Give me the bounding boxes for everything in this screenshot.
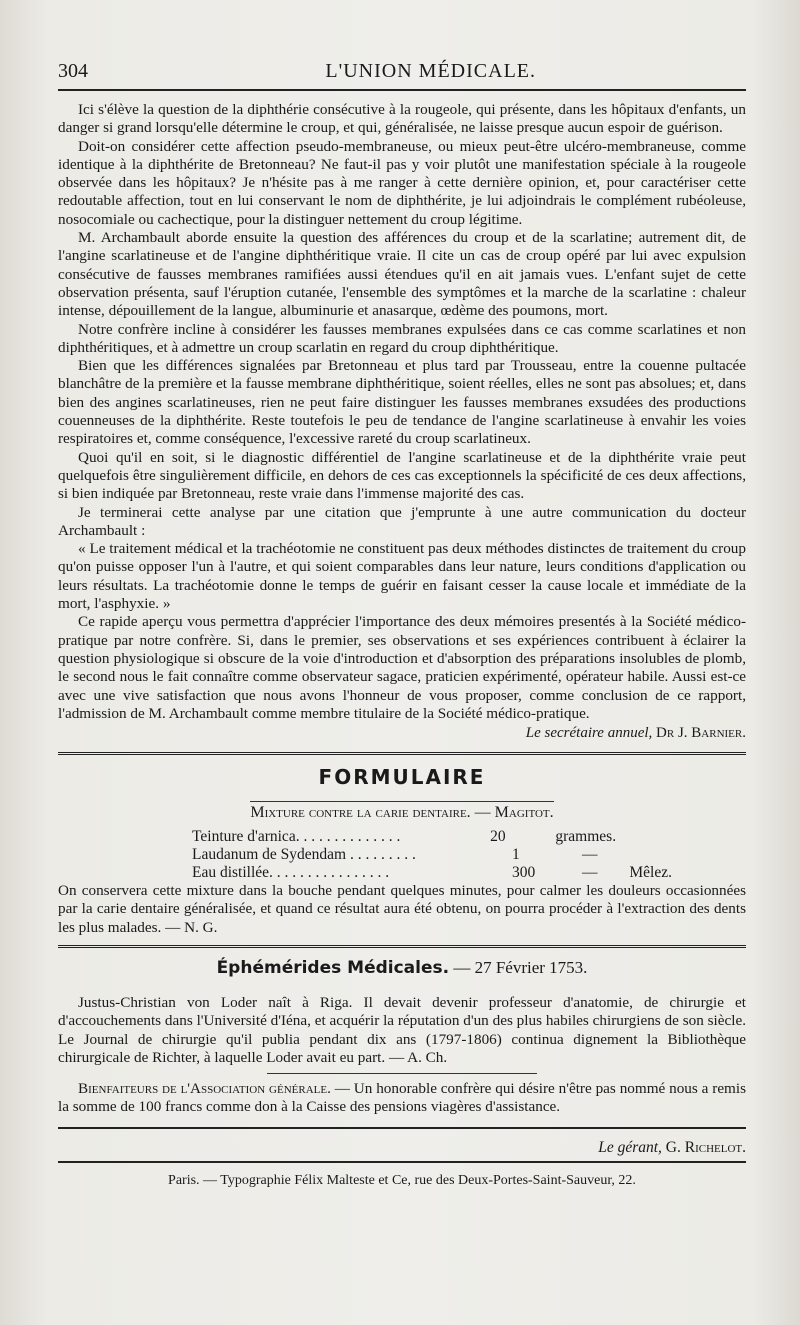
ephemerides-title: Éphémérides Médicales. bbox=[216, 957, 450, 978]
printer-imprint: Paris. — Typographie Félix Malteste et Ce, rue des Deux-Portes-Saint-Sauveur, 22. bbox=[168, 1172, 636, 1188]
signature bbox=[58, 725, 746, 742]
paragraph: Ce rapide aperçu vous permettra d'apprécier l'importance des deux mémoires presentés à la Société médico-pratique par notre confrère. Si, dans le premier, ses observations et ses expériences contribuent à éclairer la question physiologique si obscure de la voie d'introduction et d'absorption des préparations insolubles de plomb, le second nous le fait connaître comme observateur sagace, praticien expérimenté, opérateur habile. Aussi est-ce avec une vive satisfaction que nous avons l'honneur de vous proposer, comme conclusion de ce rapport, l'admission de M. Archambault comme membre titulaire de la Société médico-pratique. bbox=[58, 613, 746, 722]
recipe-title-text: Mixture contre la carie dentaire. — Magitot. bbox=[250, 801, 553, 822]
paragraph: Notre confrère incline à considérer les fausses membranes expulsées dans ce cas comme scarlatines et non diphthéritiques, et à admettre un croup scarlatin en regard du croup diphthéritique. bbox=[58, 320, 746, 356]
ingredient-unit: — bbox=[582, 846, 598, 864]
ephemerides-date: — 27 Février 1753. bbox=[453, 957, 588, 977]
bienfaiteurs-notice bbox=[58, 1080, 746, 1117]
ingredient-row bbox=[192, 846, 672, 864]
ingredient-note bbox=[612, 846, 672, 864]
ingredient-qty: 20 bbox=[490, 828, 506, 846]
ingredient-qty: 1 bbox=[512, 846, 520, 864]
paragraph: Ici s'élève la question de la diphthérie consécutive à la rougeole, qui présente, dans les hôpitaux d'enfants, un danger si grand lorsqu'elle détermine le croup, et qui, généralisée, ne laisse presque aucun espoir de guérison. bbox=[58, 101, 746, 137]
header-rule bbox=[58, 89, 746, 91]
quotation: « Le traitement médical et la trachéotomie ne constituent pas deux méthodes distinctes de traitement du croup qu'on puisse opposer l'un à l'autre, et qui soient comparables dans leur nature, leurs conditions d'application ou leurs résultats. La trachéotomie donne le temps de guérir en faisant cesser la cause locale et immédiate de la mort, l'asphyxie. » bbox=[58, 540, 746, 613]
imprint-rule bbox=[58, 1161, 746, 1163]
page-number: 304 bbox=[58, 60, 88, 82]
short-divider bbox=[267, 1073, 537, 1074]
article-body bbox=[58, 101, 746, 723]
gerant-signature bbox=[58, 1139, 746, 1157]
paragraph: Quoi qu'il en soit, si le diagnostic différentiel de l'angine scarlatineuse et de la diphthérite vraie peut quelquefois être singulièrement difficile, en dehors de ces cas exceptionnels la spécificité de ces deux affections, si bien indiquée par Bretonneau, reste vraie dans l'immense majorité des cas. bbox=[58, 448, 746, 503]
page-content bbox=[58, 60, 746, 1189]
ingredient-unit: grammes. bbox=[555, 828, 617, 846]
bienfaiteurs-label: Bienfaiteurs de l'Association générale. bbox=[78, 1080, 331, 1098]
ingredient-list bbox=[192, 828, 672, 882]
gerant-name: G. Richelot. bbox=[665, 1138, 746, 1156]
ephemerides-text: Justus-Christian von Loder naît à Riga. Il devait devenir professeur d'anatomie, de chirurgie et d'accouchements dans l'Université d'Iéna, et acquérir la réputation d'un des plus habiles chirurgiens de son siècle. Le Journal de chirurgie qu'il publia pendant dix ans (1797-1806) continua dignement la Bibliothèque chirurgicale de Richter, à laquelle Loder avait eu part. — A. Ch. bbox=[58, 993, 746, 1066]
signature-role: Le secrétaire annuel, bbox=[525, 725, 653, 742]
paragraph: M. Archambault aborde ensuite la question des afférences du croup et de la scarlatine; autrement dit, de l'angine scarlatineuse et de l'angine diphthéritique vraie. Il cite un cas de croup opéré par lui avec expulsion consécutive de fausses membranes ramifiées aussi étendues qu'il en ait jamais vues. L'enfant sujet de cette observation présenta, sauf l'éruption cutanée, l'ensemble des symptômes et la marche de la scarlatine : chaleur intense, dépouillement de la langue, albuminurie et anasarque, œdème des poumons, mort. bbox=[58, 229, 746, 320]
paragraph: Je terminerai cette analyse par une citation que j'emprunte à une autre communication du docteur Archambault : bbox=[58, 503, 746, 539]
ingredient-unit: — bbox=[582, 864, 598, 882]
section-divider bbox=[58, 752, 746, 757]
ingredient-qty: 300 bbox=[512, 864, 536, 882]
footer-rule bbox=[58, 1127, 746, 1129]
page-header bbox=[58, 60, 746, 83]
recipe-instructions: On conservera cette mixture dans la bouche pendant quelques minutes, pour calmer les douleurs occasionnées par la carie dentaire généralisée, et quand ce résultat aura été obtenu, on pourra procéder à l'extraction des dents les plus malades. — N. G. bbox=[58, 882, 746, 936]
gerant-role: Le gérant, bbox=[598, 1138, 662, 1156]
ingredient-name: Teinture d'arnica. . . . . . . . . . . . . . bbox=[192, 828, 401, 846]
ingredient-row bbox=[192, 828, 672, 846]
ingredient-note: Mêlez. bbox=[629, 864, 672, 882]
ingredient-name: Eau distillée. . . . . . . . . . . . . . . . bbox=[192, 864, 390, 882]
paragraph: Doit-on considérer cette affection pseudo-membraneuse, ou mieux peut-être ulcéro-membraneuse, comme identique à la diphthérite de Bretonneau? Ne faut-il pas y voir plutôt une manifestation spéciale à la rougeole observée dans les hôpitaux? Je n'hésite pas à me ranger à cette dernière opinion, et, pour caractériser cette redoutable affection, tout en lui conservant le nom de diphthérite, je lui adjoindrais le complément rubéoleuse, nosocomiale ou cachectique, pour la distinguer nettement du croup légitime. bbox=[58, 137, 746, 228]
recipe-title bbox=[58, 801, 746, 822]
bienfaiteurs-text: — Un honorable confrère qui désire n'être pas nommé nous a remis la somme de 100 francs comme don à la Caisse des pensions viagères d'assistance. bbox=[58, 1080, 746, 1116]
journal-title: L'UNION MÉDICALE. bbox=[325, 60, 536, 82]
formulaire-heading: FORMULAIRE bbox=[318, 765, 486, 790]
ingredient-name: Laudanum de Sydendam . . . . . . . . . bbox=[192, 846, 416, 864]
signature-name: Dr J. Barnier. bbox=[656, 725, 746, 742]
ingredient-row bbox=[192, 864, 672, 882]
ephemerides-heading bbox=[58, 958, 746, 978]
section-divider bbox=[58, 945, 746, 950]
paragraph: Bien que les différences signalées par Bretonneau et plus tard par Trousseau, entre la couenne pultacée blanchâtre de la première et la fausse membrane diphthéritique, soient réelles, elles ne sont pas absolues; et, dans bien des angines scarlatineuses, rien ne peut faire distinguer les fausses membranes exsudées des productions couenneuses de la diphthérite. Reste toutefois le peu de tendance de l'angine scarlatineuse à envahir les voies respiratoires et, comme conséquence, l'excessive rareté du croup scarlatineux. bbox=[58, 357, 746, 448]
ingredient-note bbox=[616, 828, 672, 846]
